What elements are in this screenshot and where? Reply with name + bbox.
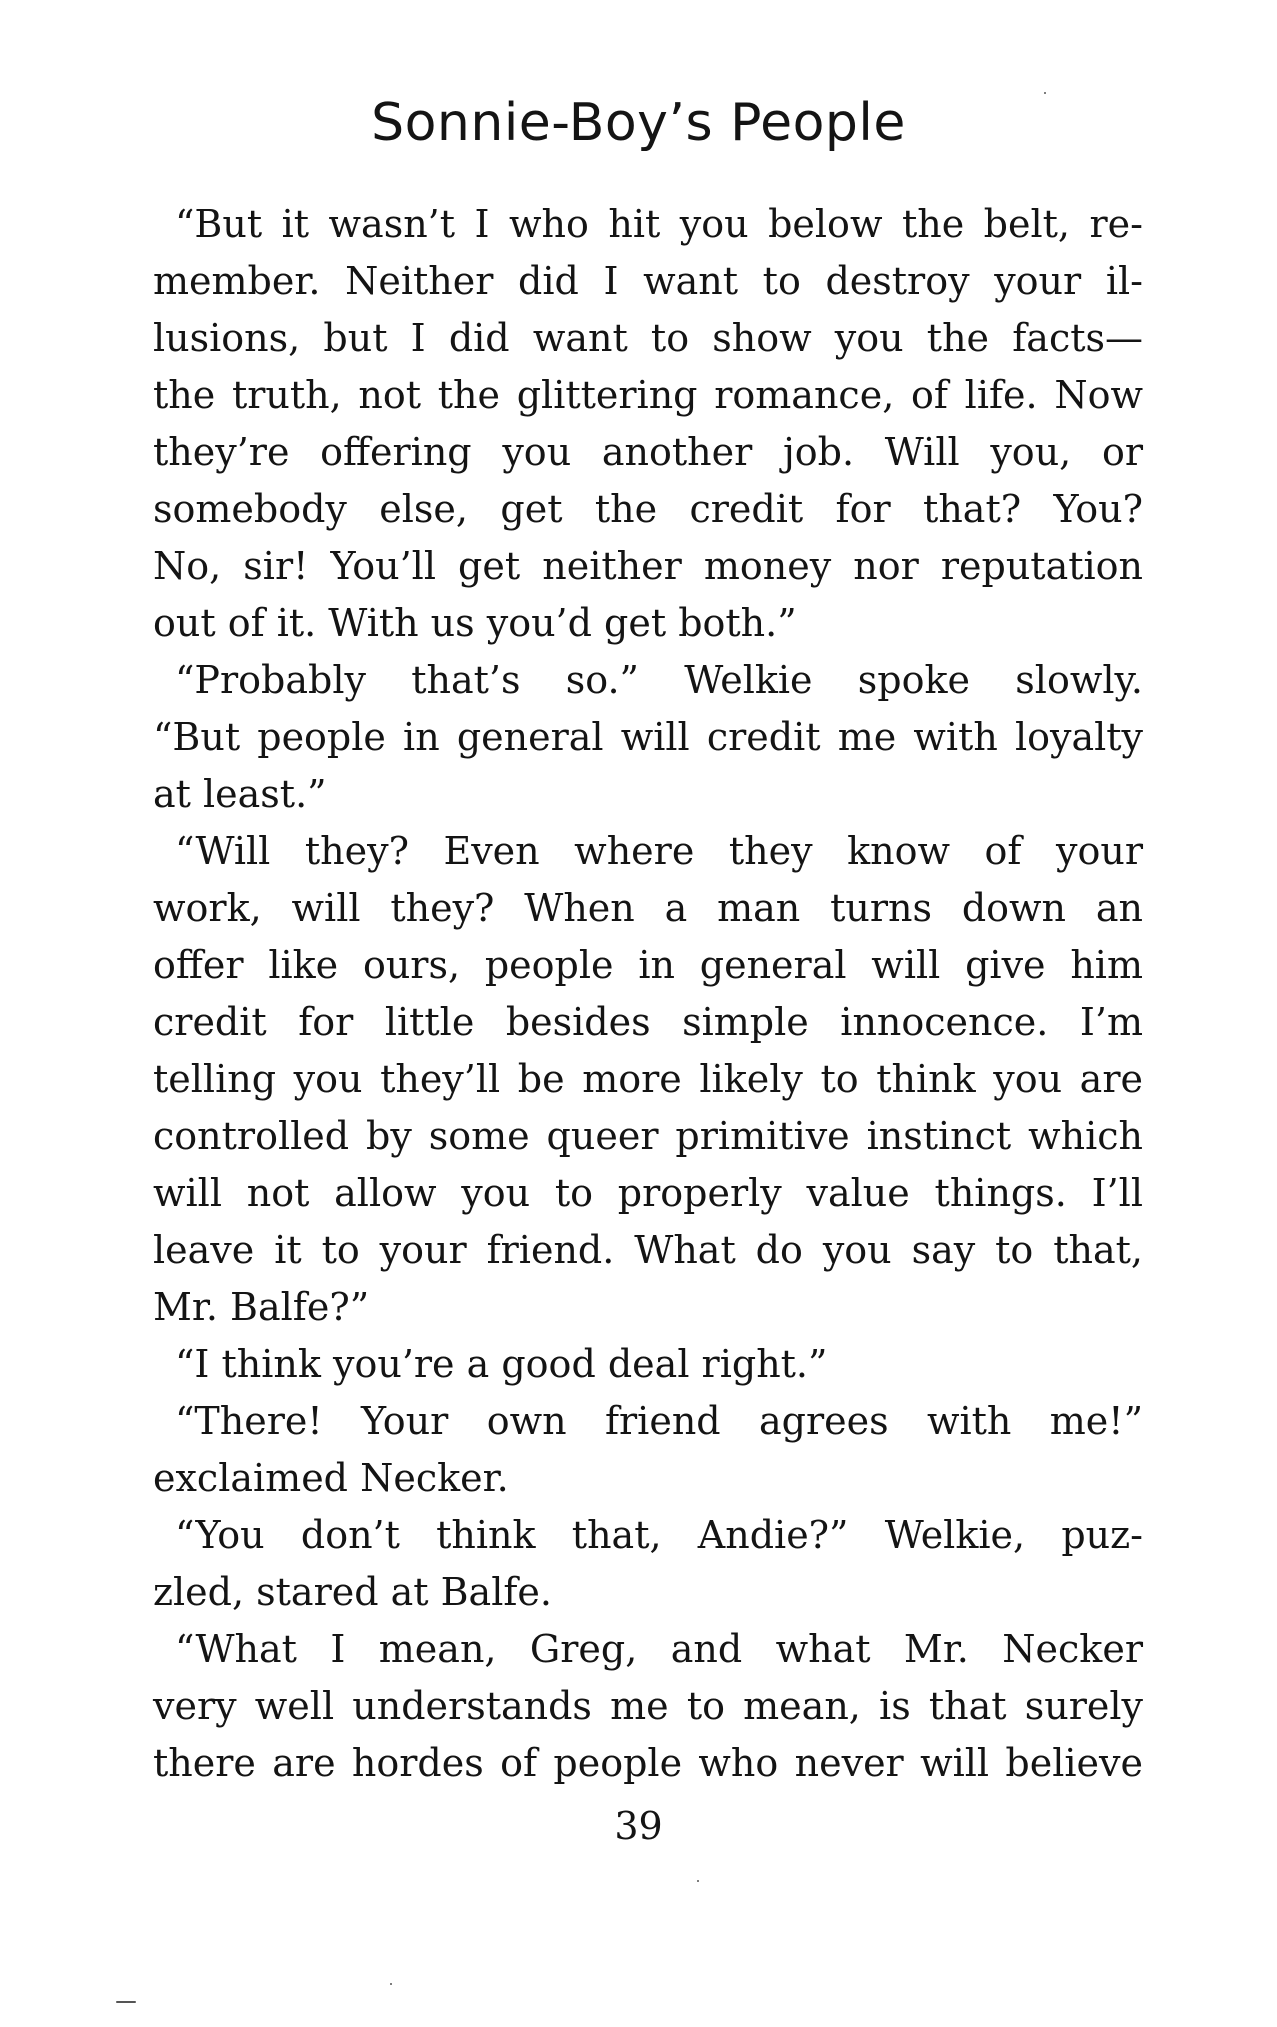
- text-line: “What I mean, Greg, and what Mr. Necker: [175, 1627, 1143, 1671]
- text-line: will not allow you to properly value things. I’ll: [153, 1171, 1143, 1215]
- text-line: exclaimed Necker.: [153, 1456, 509, 1500]
- text-line: Mr. Balfe?”: [153, 1285, 370, 1329]
- text-line: they’re offering you another job. Will you, or: [153, 430, 1143, 474]
- body-text: [153, 196, 1143, 1792]
- text-line: member. Neither did I want to destroy your il-: [153, 259, 1143, 303]
- text-line: No, sir! You’ll get neither money nor reputation: [153, 544, 1143, 588]
- ink-speck: [1044, 92, 1046, 94]
- ink-speck: [390, 1983, 392, 1985]
- text-line: “Will they? Even where they know of your: [175, 829, 1143, 873]
- text-line: credit for little besides simple innocence. I’m: [153, 1000, 1143, 1044]
- text-line: at least.”: [153, 772, 327, 816]
- text-line: “You don’t think that, Andie?” Welkie, puz-: [175, 1513, 1143, 1557]
- text-line: “But it wasn’t I who hit you below the belt, re-: [175, 202, 1143, 246]
- text-line: lusions, but I did want to show you the facts—: [153, 316, 1143, 360]
- text-line: work, will they? When a man turns down an: [153, 886, 1143, 930]
- text-line: zled, stared at Balfe.: [153, 1570, 552, 1614]
- running-title: Sonnie-Boy’s People: [371, 93, 906, 153]
- text-line: there are hordes of people who never will believe: [153, 1741, 1143, 1785]
- text-line: “But people in general will credit me with loyalty: [153, 715, 1143, 759]
- text-line: telling you they’ll be more likely to think you are: [153, 1057, 1143, 1101]
- ink-speck: [697, 1880, 699, 1882]
- text-line: the truth, not the glittering romance, of life. Now: [153, 373, 1143, 417]
- text-line: “There! Your own friend agrees with me!”: [175, 1399, 1143, 1443]
- text-line: “I think you’re a good deal right.”: [175, 1342, 828, 1386]
- text-line: leave it to your friend. What do you say to that,: [153, 1228, 1143, 1272]
- text-line: “Probably that’s so.” Welkie spoke slowly.: [175, 658, 1143, 702]
- text-line: offer like ours, people in general will give him: [153, 943, 1143, 987]
- text-line: controlled by some queer primitive instinct which: [153, 1114, 1143, 1158]
- ink-speck: [116, 2001, 136, 2003]
- text-line: somebody else, get the credit for that? You?: [153, 487, 1143, 531]
- text-line: very well understands me to mean, is that surely: [153, 1684, 1143, 1728]
- page-number: 39: [614, 1804, 663, 1848]
- text-line: out of it. With us you’d get both.”: [153, 601, 797, 645]
